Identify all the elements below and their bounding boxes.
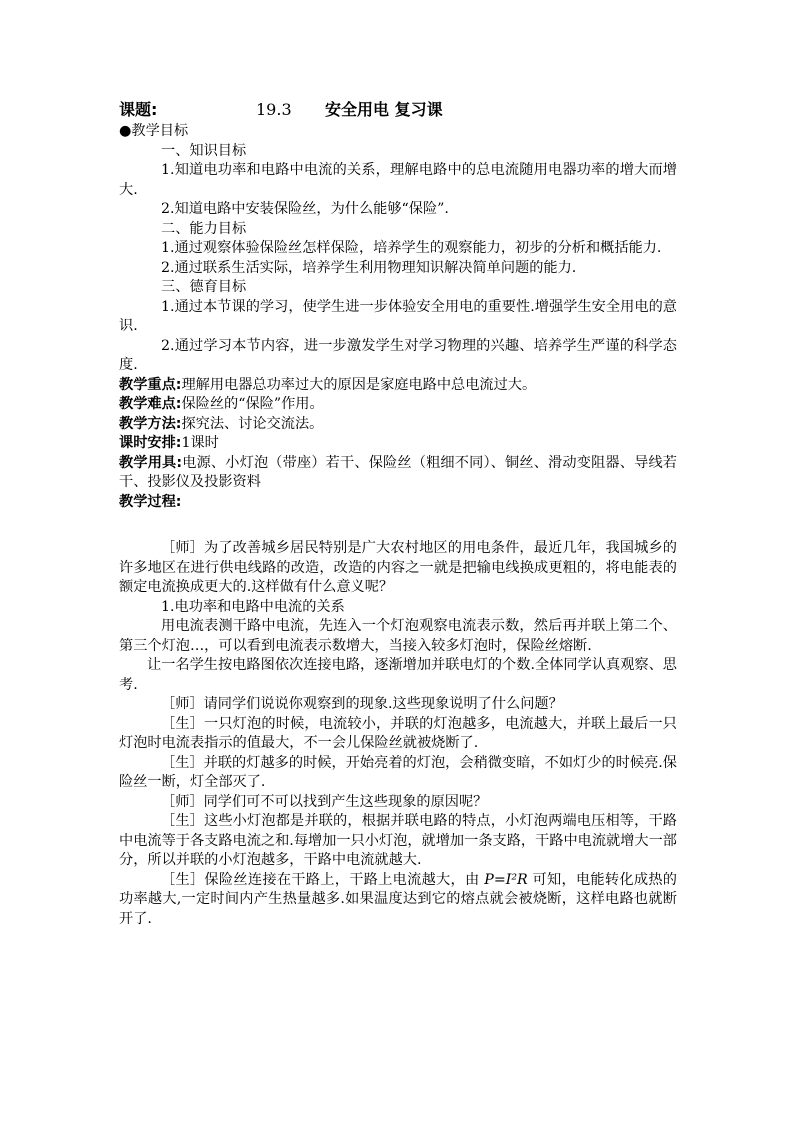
spacer [119,512,677,539]
objectives-heading: ●教学目标 [119,123,189,139]
lesson-number: 19.3 [256,100,292,119]
knowledge-item-2: 2.知道电路中安装保险丝，为什么能够“保险”. [161,201,449,217]
formula-tail: 可知，电能转化成热的功率越大,一定时间内产生热量越多.如果温度达到它的熔点就会被烧断，这样电路也就断开了. [119,871,677,927]
process-paragraph: ［师］请同学们说说你观察到的现象.这些现象说明了什么问题？ [161,696,563,712]
tools-text: 电源、小灯泡（带座）若干、保险丝（粗细不同）、铜丝、滑动变阻器、导线若干、投影仪及投影资料 [119,454,677,490]
process-paragraph: 让一名学生按电路图依次连接电路，逐渐增加并联电灯的个数.全体同学认真观察、思考. [119,657,677,693]
teaching-tools [119,454,677,493]
difficulty [119,395,677,415]
ability-item-1: 1.通过观察体验保险丝怎样保险，培养学生的观察能力，初步的分析和概括能力. [161,240,662,256]
process-paragraph: 用电流表测干路中电流，先连入一个灯泡观察电流表示数，然后再并联上第二个、第三个灯泡…，可以看到电流表示数增大，当接入较多灯泡时，保险丝熔断. [119,618,677,654]
formula-lead: ［生］保险丝连接在干路上，干路上电流越大，由 [161,871,485,888]
process-paragraph: ［生］一只灯泡的时候，电流较小，并联的灯泡越多，电流越大，并联上最后一只灯泡时电流表指示的值最大，不一会儿保险丝就被烧断了. [119,715,677,751]
difficulty-label: 教学难点: [119,396,182,412]
key-point-label: 教学重点: [119,376,182,393]
process-intro: ［师］为了改善城乡居民特别是广大农村地区的用电条件，最近几年，我国城乡的许多地区在进行供电线路的改造，改造的内容之一就是把输电线换成更粗的，将电能表的额定电流换成更大的.这样做有什么意义呢？ [119,540,677,595]
title-label: 课题: [119,100,158,119]
moral-item-2: 2.通过学习本节内容，进一步激发学生对学习物理的兴趣、培养学生严谨的科学态度. [119,337,677,373]
lesson-title [119,98,677,122]
method-text: 探究法、讨论交流法。 [181,415,324,432]
tools-label: 教学用具: [119,454,183,471]
teaching-process [119,493,677,513]
teaching-method [119,415,677,435]
knowledge-item-1: 1.知道电功率和电路中电流的关系，理解电路中的总电流随用电器功率的增大而增大. [119,162,677,198]
ability-heading: 二、能力目标 [161,220,247,237]
lesson-title-text: 安全用电 复习课 [325,100,443,119]
key-point [119,376,677,396]
time-text: 1课时 [181,435,219,451]
section-heading-1: 1.电功率和电路中电流的关系 [161,598,345,615]
process-label: 教学过程: [119,493,182,510]
process-paragraph: ［生］这些小灯泡都是并联的，根据并联电路的特点，小灯泡两端电压相等，干路中电流等于各支路电流之和.每增加一只小灯泡，就增加一条支路，干路中电流就增大一部分，所以并联的小灯泡越多，干路中电流就越大. [119,813,677,868]
moral-item-1: 1.通过本节课的学习，使学生进一步体验安全用电的重要性.增强学生安全用电的意识. [119,298,677,334]
key-point-text: 理解用电器总功率过大的原因是家庭电路中总电流过大。 [181,376,537,393]
power-formula: P=I²R [484,871,528,888]
document-page [119,98,677,929]
ability-item-2: 2.通过联系生活实际，培养学生利用物理知识解决简单问题的能力. [161,259,577,276]
knowledge-heading: 一、知识目标 [161,142,247,159]
moral-heading: 三、德育目标 [161,279,247,295]
class-hours [119,434,677,454]
process-paragraph [119,871,677,930]
method-label: 教学方法: [119,415,182,432]
difficulty-text: 保险丝的“保险”作用。 [181,396,324,412]
process-paragraph: ［师］同学们可不可以找到产生这些现象的原因呢？ [161,793,488,810]
process-paragraph: ［生］并联的灯越多的时候，开始亮着的灯泡，会稍微变暗，不如灯少的时候亮.保险丝一断，灯全部灭了. [119,754,677,790]
time-label: 课时安排: [119,435,182,451]
